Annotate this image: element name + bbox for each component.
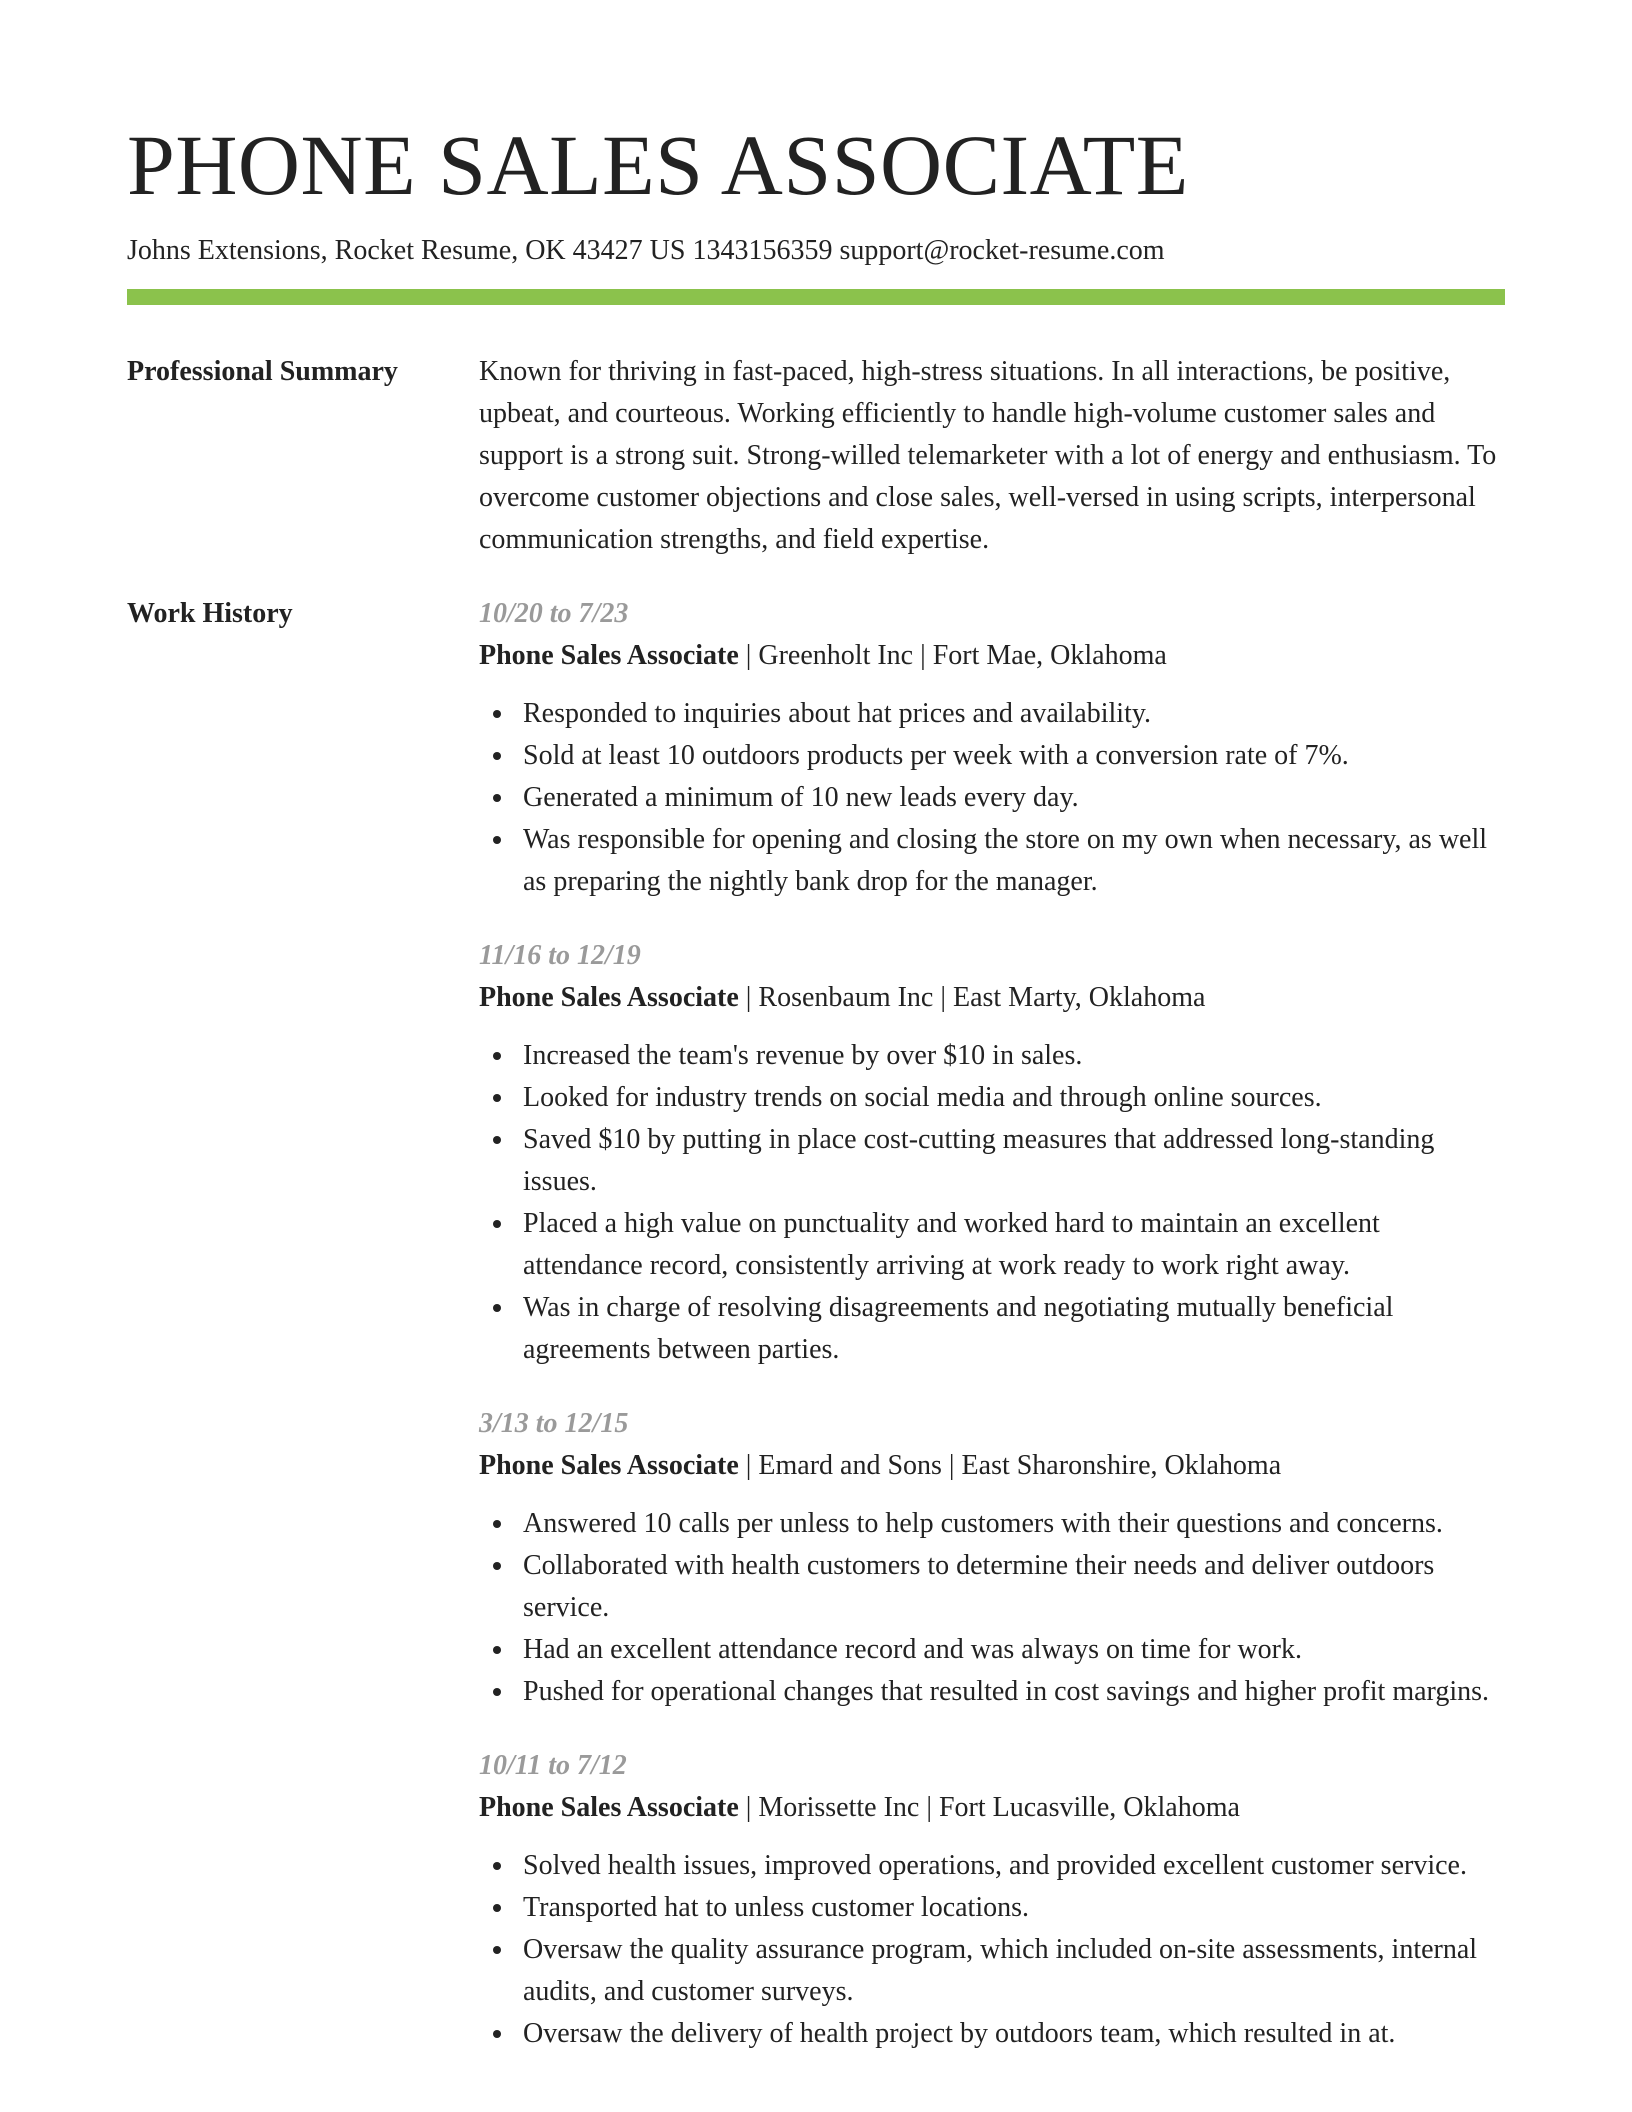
job-heading: Phone Sales Associate | Rosenbaum Inc | East Marty, Oklahoma — [479, 981, 1206, 1013]
duty-item: Transported hat to unless customer locations. — [479, 1887, 1505, 1929]
duty-item: Increased the team's revenue by over $10 in sales. — [479, 1035, 1505, 1077]
job-duties — [479, 1845, 1505, 2055]
header-divider — [127, 289, 1505, 305]
job-duties — [479, 1503, 1505, 1713]
contact-phone: 1343156359 — [692, 235, 833, 266]
section-label-work-history: Work History — [127, 597, 293, 629]
job-company: Morissette Inc — [758, 1791, 920, 1823]
duty-item: Sold at least 10 outdoors products per week with a conversion rate of 7%. — [479, 735, 1505, 777]
job-location: East Sharonshire, Oklahoma — [961, 1449, 1282, 1481]
job-company: Emard and Sons — [758, 1449, 942, 1481]
job-location: East Marty, Oklahoma — [952, 981, 1206, 1013]
professional-summary-section — [127, 351, 1505, 561]
job-location: Fort Mae, Oklahoma — [932, 639, 1167, 671]
duty-item: Pushed for operational changes that resulted in cost savings and higher profit margins. — [479, 1671, 1505, 1713]
job-dates: 10/11 to 7/12 — [479, 1749, 627, 1781]
job-heading: Phone Sales Associate | Emard and Sons | East Sharonshire, Oklahoma — [479, 1449, 1282, 1481]
job-entry — [479, 1745, 1505, 2055]
job-company: Rosenbaum Inc — [758, 981, 934, 1013]
duty-item: Oversaw the delivery of health project by outdoors team, which resulted in at. — [479, 2013, 1505, 2055]
job-dates: 11/16 to 12/19 — [479, 939, 641, 971]
contact-line — [127, 234, 1505, 268]
duty-item: Placed a high value on punctuality and worked hard to maintain an excellent attendance record, consistently arriving at work ready to work right away. — [479, 1203, 1505, 1287]
section-label-summary: Professional Summary — [127, 355, 398, 387]
duty-item: Oversaw the quality assurance program, which included on-site assessments, internal audits, and customer surveys. — [479, 1929, 1505, 2013]
job-heading: Phone Sales Associate | Greenholt Inc | Fort Mae, Oklahoma — [479, 639, 1167, 671]
job-entry — [479, 1403, 1505, 1713]
job-duties — [479, 1035, 1505, 1371]
job-title: Phone Sales Associate — [479, 981, 739, 1013]
job-dates: 3/13 to 12/15 — [479, 1407, 629, 1439]
duty-item: Solved health issues, improved operations, and provided excellent customer service. — [479, 1845, 1505, 1887]
duty-item: Answered 10 calls per unless to help customers with their questions and concerns. — [479, 1503, 1505, 1545]
job-company: Greenholt Inc — [758, 639, 914, 671]
contact-address: Johns Extensions, Rocket Resume, OK 43427 US — [127, 235, 686, 266]
duty-item: Generated a minimum of 10 new leads every day. — [479, 777, 1505, 819]
summary-text: Known for thriving in fast-paced, high-stress situations. In all interactions, be positive, upbeat, and courteous. Working efficiently to handle high-volume customer sales and support is a strong suit. Strong-willed telemarketer with a lot of energy and enthusiasm. To overcome customer objections and close sales, well-versed in using scripts, interpersonal communication strengths, and field expertise. — [479, 355, 1497, 555]
job-dates: 10/20 to 7/23 — [479, 597, 629, 629]
job-entry — [479, 935, 1505, 1371]
resume-title: PHONE SALES ASSOCIATE — [127, 117, 1189, 213]
work-history-list — [479, 593, 1505, 2087]
job-title: Phone Sales Associate — [479, 639, 739, 671]
job-title: Phone Sales Associate — [479, 1449, 739, 1481]
duty-item: Saved $10 by putting in place cost-cutting measures that addressed long-standing issues. — [479, 1119, 1505, 1203]
duty-item: Was in charge of resolving disagreements and negotiating mutually beneficial agreements between parties. — [479, 1287, 1505, 1371]
job-entry — [479, 593, 1505, 903]
job-heading: Phone Sales Associate | Morissette Inc | Fort Lucasville, Oklahoma — [479, 1791, 1240, 1823]
job-location: Fort Lucasville, Oklahoma — [938, 1791, 1240, 1823]
job-duties — [479, 693, 1505, 903]
duty-item: Had an excellent attendance record and was always on time for work. — [479, 1629, 1505, 1671]
duty-item: Responded to inquiries about hat prices and availability. — [479, 693, 1505, 735]
duty-item: Collaborated with health customers to determine their needs and deliver outdoors service. — [479, 1545, 1505, 1629]
contact-email: support@rocket-resume.com — [839, 235, 1165, 266]
work-history-section — [127, 593, 1505, 2087]
duty-item: Looked for industry trends on social media and through online sources. — [479, 1077, 1505, 1119]
duty-item: Was responsible for opening and closing the store on my own when necessary, as well as preparing the nightly bank drop for the manager. — [479, 819, 1505, 903]
job-title: Phone Sales Associate — [479, 1791, 739, 1823]
